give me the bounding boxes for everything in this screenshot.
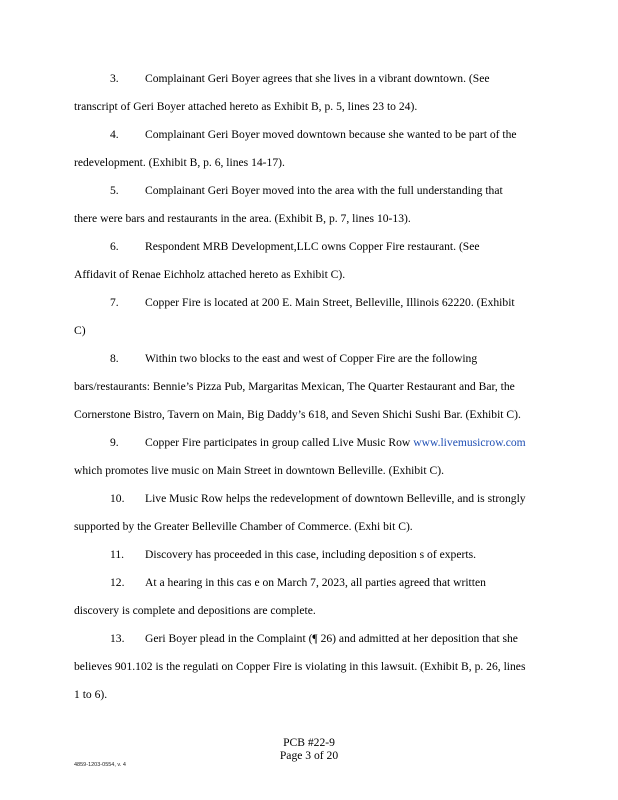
paragraph-line: Complainant Geri Boyer moved downtown because she wanted to be part of the bbox=[145, 128, 517, 141]
document-id: 4859-1203-0554, v. 4 bbox=[74, 762, 126, 768]
paragraph-number: 9. bbox=[110, 436, 119, 449]
paragraph-number: 7. bbox=[110, 296, 119, 309]
live-music-row-link[interactable]: www.livemusicrow.com bbox=[413, 436, 526, 449]
paragraph-number: 3. bbox=[110, 72, 119, 85]
paragraph-line: Discovery has proceeded in this case, including deposition s of experts. bbox=[145, 548, 476, 561]
paragraph-number: 8. bbox=[110, 352, 119, 365]
paragraph-line: there were bars and restaurants in the area. (Exhibit B, p. 7, lines 10-13). bbox=[74, 212, 411, 225]
paragraph-line: Copper Fire is located at 200 E. Main Street, Belleville, Illinois 62220. (Exhibit bbox=[145, 296, 515, 309]
paragraph-number: 13. bbox=[110, 632, 125, 645]
paragraph-number: 4. bbox=[110, 128, 119, 141]
paragraph-line: Cornerstone Bistro, Tavern on Main, Big Daddy’s 618, and Seven Shichi Sushi Bar. (Exhibit C). bbox=[74, 408, 521, 421]
paragraph-line: believes 901.102 is the regulati on Copper Fire is violating in this lawsuit. (Exhibit B, p. 26, lines bbox=[74, 660, 526, 673]
paragraph-number: 6. bbox=[110, 240, 119, 253]
paragraph-text: Copper Fire participates in group called Live Music Row bbox=[145, 436, 414, 449]
paragraph-number: 5. bbox=[110, 184, 119, 197]
paragraph-line: Complainant Geri Boyer agrees that she lives in a vibrant downtown. (See bbox=[145, 72, 490, 85]
paragraph-line: supported by the Greater Belleville Chamber of Commerce. (Exhi bit C). bbox=[74, 520, 413, 533]
paragraph-line: Affidavit of Renae Eichholz attached hereto as Exhibit C). bbox=[74, 268, 346, 281]
paragraph-line: transcript of Geri Boyer attached hereto as Exhibit B, p. 5, lines 23 to 24). bbox=[74, 100, 418, 113]
paragraph-line: Respondent MRB Development,LLC owns Copper Fire restaurant. (See bbox=[145, 240, 480, 253]
paragraph-line: Within two blocks to the east and west of Copper Fire are the following bbox=[145, 352, 478, 365]
footer-page-number: Page 3 of 20 bbox=[279, 749, 339, 762]
paragraph-line: At a hearing in this cas e on March 7, 2023, all parties agreed that written bbox=[145, 576, 486, 589]
paragraph-line: Live Music Row helps the redevelopment of downtown Belleville, and is strongly bbox=[145, 492, 526, 505]
paragraph-line: discovery is complete and depositions are complete. bbox=[74, 604, 316, 617]
paragraph-number: 11. bbox=[110, 548, 125, 561]
footer-case-number: PCB #22-9 bbox=[283, 736, 335, 749]
paragraph-line: C) bbox=[74, 324, 86, 337]
paragraph-number: 12. bbox=[110, 576, 125, 589]
paragraph-line: which promotes live music on Main Street in downtown Belleville. (Exhibit C). bbox=[74, 464, 444, 477]
paragraph-line: Geri Boyer plead in the Complaint (¶ 26) and admitted at her deposition that she bbox=[145, 632, 518, 645]
paragraph-line: Complainant Geri Boyer moved into the area with the full understanding that bbox=[145, 184, 503, 197]
paragraph-line bbox=[145, 436, 526, 450]
paragraph-line: bars/restaurants: Bennie’s Pizza Pub, Margaritas Mexican, The Quarter Restaurant and Bar, the bbox=[74, 380, 515, 393]
paragraph-number: 10. bbox=[110, 492, 125, 505]
paragraph-line: redevelopment. (Exhibit B, p. 6, lines 14-17). bbox=[74, 156, 285, 169]
paragraph-line: 1 to 6). bbox=[74, 688, 108, 701]
